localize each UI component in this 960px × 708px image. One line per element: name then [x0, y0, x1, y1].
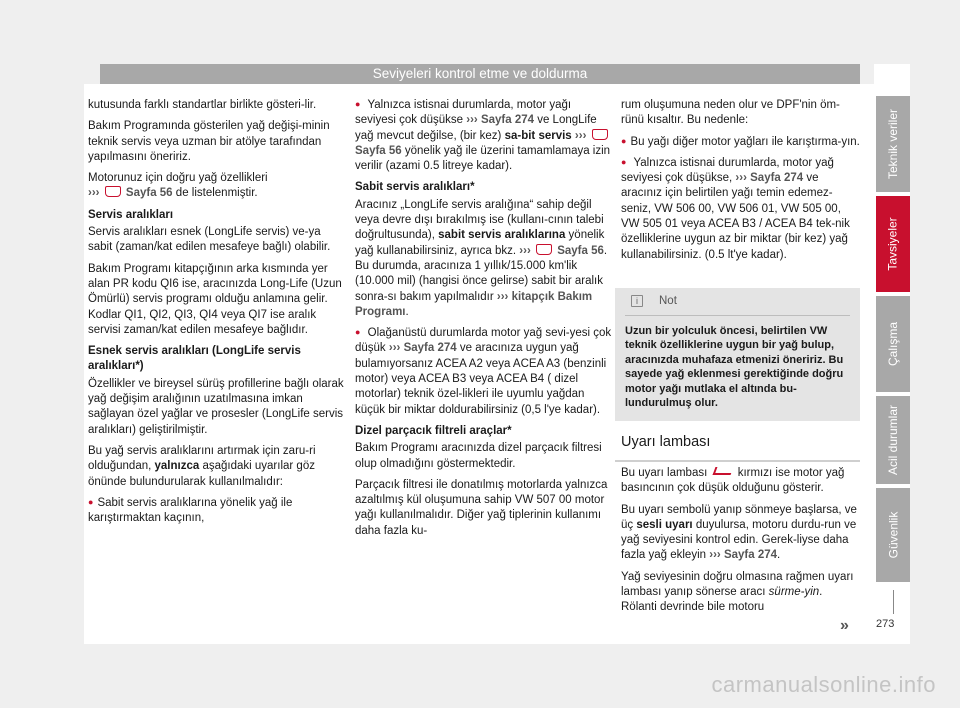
paragraph: Bakım Programında gösterilen yağ değişi-minin teknik servis veya uzman bir atölye tarafından yapılmasını öneririz.: [88, 120, 330, 163]
tab-label: Çalışma: [886, 321, 901, 367]
paragraph: [621, 503, 861, 564]
paragraph: Parçacık filtresi ile donatılmış motorlarda yalnızca azaltılmış kül oluşumuna sahip VW 507 00 motor yağı kullanılmalıdır. Diğer yağ tiplerinin kullanımı daha fazla ku-: [355, 478, 608, 537]
section-title: Uyarı lambası: [615, 426, 860, 462]
emphasis: sa-bit servis: [504, 129, 572, 142]
link-arrow[interactable]: ›››: [709, 549, 721, 562]
tab-label: Tavsiyeler: [886, 217, 901, 271]
paragraph: [88, 171, 346, 202]
text: Yalnızca istisnai durumlarda, motor yağ seviyesi çok düşükse,: [621, 156, 834, 185]
text: aşağıdaki uyarılar göz önünde bulundurularak kullanılmalıdır:: [88, 460, 315, 488]
paragraph: rum oluşumuna neden olur ve DPF'nin öm-rünü kısaltır. Bu nedenle:: [621, 99, 840, 127]
page-link[interactable]: Sayfa 274: [480, 114, 535, 127]
section-body: [621, 466, 861, 622]
text: kırmızı ise motor yağ basıncının çok düşük olduğunu gösterir.: [621, 467, 845, 495]
emphasis: sabit servis aralıklarına: [438, 229, 566, 242]
book-icon: [592, 129, 608, 140]
text: .: [777, 549, 781, 562]
booklet-link[interactable]: kitapçık Bakım Programı: [355, 290, 593, 318]
info-icon: i: [631, 295, 643, 307]
subheading: Servis aralıkları: [88, 208, 174, 221]
continue-arrow-icon: »: [840, 617, 849, 634]
page-link[interactable]: Sayfa 274: [723, 549, 778, 562]
column-2: [355, 98, 613, 545]
text: yönelik yağ kullanabilirsiniz, ayrıca bkz.: [355, 229, 605, 257]
text: duyulursa, motoru durdu-run ve yağ seviyesini kontrol edin. Gerek-liyse daha fazla yağ ekleyin: [621, 518, 857, 562]
text: Olağanüstü durumlarda motor yağ sevi-yesi çok düşük: [355, 327, 612, 355]
emphasis: sesli uyarı: [636, 518, 693, 531]
note-header: [625, 294, 850, 316]
emphasis: yalnızca: [154, 460, 200, 473]
tab-label: Acil durumlar: [886, 404, 900, 476]
tab-label: Teknik veriler: [886, 108, 900, 180]
paragraph: kutusunda farklı standartlar birlikte gösteri-lir.: [88, 99, 317, 111]
emphasis-italic: sürme-yin: [768, 586, 820, 599]
subheading: Dizel parçacık filtreli araçlar*: [355, 424, 512, 437]
column-3: [621, 98, 861, 269]
paragraph: Bakım Programı kitapçığının arka kısmında yer alan PR kodu QI6 ise, aracınızda Long-Life (Uzun Ömürlü) servis programı olduğu anlamına gelir. Kodlar QI1, QI2, QI3, QI4 veya QI7 ise aralık servisi zaman/kat edilen mesafeye bağlıdır.: [88, 262, 342, 336]
book-icon: [105, 186, 121, 197]
note-title: Not: [659, 295, 677, 307]
paragraph: Özellikler ve bireysel sürüş profillerine bağlı olarak yağ değişim aralığının uzatılmasına imkan sağlayan özel yağlar ve prosesler (LongLife servis aralıkları) geliştirilmiştir.: [88, 377, 344, 436]
oil-pressure-warning-icon: [712, 467, 733, 475]
page-number: 273: [876, 618, 895, 630]
page-link[interactable]: Sayfa 274: [403, 342, 457, 355]
tab-teknik-veriler[interactable]: [876, 96, 910, 192]
link-arrow[interactable]: ›››: [735, 172, 747, 185]
text: ve LongLife yağ mevcut değilse, (bir kez): [355, 114, 597, 142]
page-link[interactable]: Sayfa 56: [125, 187, 173, 200]
link-arrow[interactable]: ›››: [574, 129, 587, 142]
watermark: carmanualsonline.info: [711, 672, 936, 697]
text: . Rölanti devrinde bile motoru: [621, 586, 823, 614]
subheading: Esnek servis aralıkları (LongLife servis aralıkları*): [88, 345, 301, 373]
paragraph: Bakım Programı aracınızda dizel parçacık filtresi olup olmadığını göstermektedir.: [355, 442, 602, 470]
link-arrow[interactable]: ›››: [496, 290, 509, 303]
text: . Bu durumda, aracınıza 1 yıllık/15.000 km'lik (10.000 mil) (hangisi önce gelirse) sabit bir aralık sonra-sı bakım yapılmalıdır: [355, 244, 608, 303]
book-icon: [536, 244, 552, 255]
page-number-divider: [893, 590, 894, 614]
paragraph: [355, 198, 613, 320]
text: ve aracınız için belirtilen yağı temin edemez-seniz, VW 506 00, VW 506 01, VW 505 00, VW 505 01 veya ACEA B3 / ACEA B4 tek-nik özelliklerine uygun az bir miktar (bir kez) yağ kullanabilirsiniz. (0.5 lt'ye kadar).: [621, 172, 850, 261]
paragraph: [621, 570, 861, 616]
text: yönelik yağ ile üzerini tamamlamaya izin verilir (azami 0.5 litreye kadar).: [355, 144, 611, 173]
tab-guvenlik[interactable]: [876, 488, 910, 582]
text: Motorunuz için doğru yağ özellikleri: [88, 172, 268, 185]
bullet-item: [355, 98, 613, 174]
text: Yağ seviyesinin doğru olmasına rağmen uyarı lambası yanıp sönerse aracı: [621, 570, 854, 599]
paragraph: [621, 466, 861, 497]
paragraph: [88, 444, 346, 490]
tab-calisma[interactable]: [876, 296, 910, 392]
text: Bu uyarı sembolü yanıp sönmeye başlarsa, ve üç: [621, 503, 857, 531]
page-link[interactable]: Sayfa 56: [355, 144, 402, 157]
text: Bu yağ servis aralıklarını artırmak için zaru-ri olduğundan,: [88, 444, 316, 473]
tab-label: Güvenlik: [886, 511, 900, 559]
link-arrow[interactable]: ›››: [519, 244, 531, 257]
page-link[interactable]: Sayfa 56: [557, 244, 604, 257]
tab-tavsiyeler[interactable]: [876, 196, 910, 292]
link-arrow[interactable]: ›››: [466, 114, 478, 127]
link-arrow[interactable]: ›››: [388, 342, 401, 355]
text: ve aracınıza uygun yağ bulamıyorsanız ACEA A2 veya ACEA A3 (benzinli motor) veya ACEA B3 veya ACEA B4 ( dizel motorlar) teknik özel-likleri ile uyumlu yağdan küçük bir miktar doldurabilirsiniz (0,5 l'ye kadar).: [355, 342, 607, 416]
text: Bu uyarı lambası: [621, 467, 708, 479]
link-arrow[interactable]: ›››: [88, 187, 100, 200]
bullet-item: ● Sabit servis aralıklarına yönelik yağ ile karıştırmaktan kaçının,: [88, 496, 346, 527]
text: .: [405, 305, 409, 318]
bullet-item: ● Bu yağı diğer motor yağları ile karıştırma-yın.: [621, 135, 861, 150]
text: de listelenmiştir.: [175, 187, 258, 200]
paragraph: Servis aralıkları esnek (LongLife servis) ve-ya sabit (zaman/kat edilen mesafeye bağlı) olabilir.: [88, 226, 331, 254]
note-box: [615, 288, 860, 421]
bullet-item: [621, 156, 861, 263]
note-body: Uzun bir yolculuk öncesi, belirtilen VW teknik özelliklerine uygun bir yağ bulup, aracınızda muhafaza etmenizi öneririz. Bu sayede yağ eklenmesi gerektiğinde doğru motor yağı mutlaka el altında bu-lundurulmuş olur.: [625, 324, 844, 409]
bullet-item: [355, 326, 613, 418]
page-link[interactable]: Sayfa 274: [750, 172, 804, 185]
column-1: [88, 98, 346, 532]
page-header: Seviyeleri kontrol etme ve doldurma: [100, 64, 860, 84]
subheading: Sabit servis aralıkları*: [355, 181, 475, 194]
text: Aracınız „LongLife servis aralığına“ sahip değil veya devre dışı bırakılmış ise (kullanı-cının talebi doğrultusunda),: [355, 198, 604, 242]
text: Yalnızca istisnai durumlarda, motor yağı seviyesi çok düşükse: [355, 99, 572, 127]
tab-acil-durumlar[interactable]: [876, 396, 910, 484]
